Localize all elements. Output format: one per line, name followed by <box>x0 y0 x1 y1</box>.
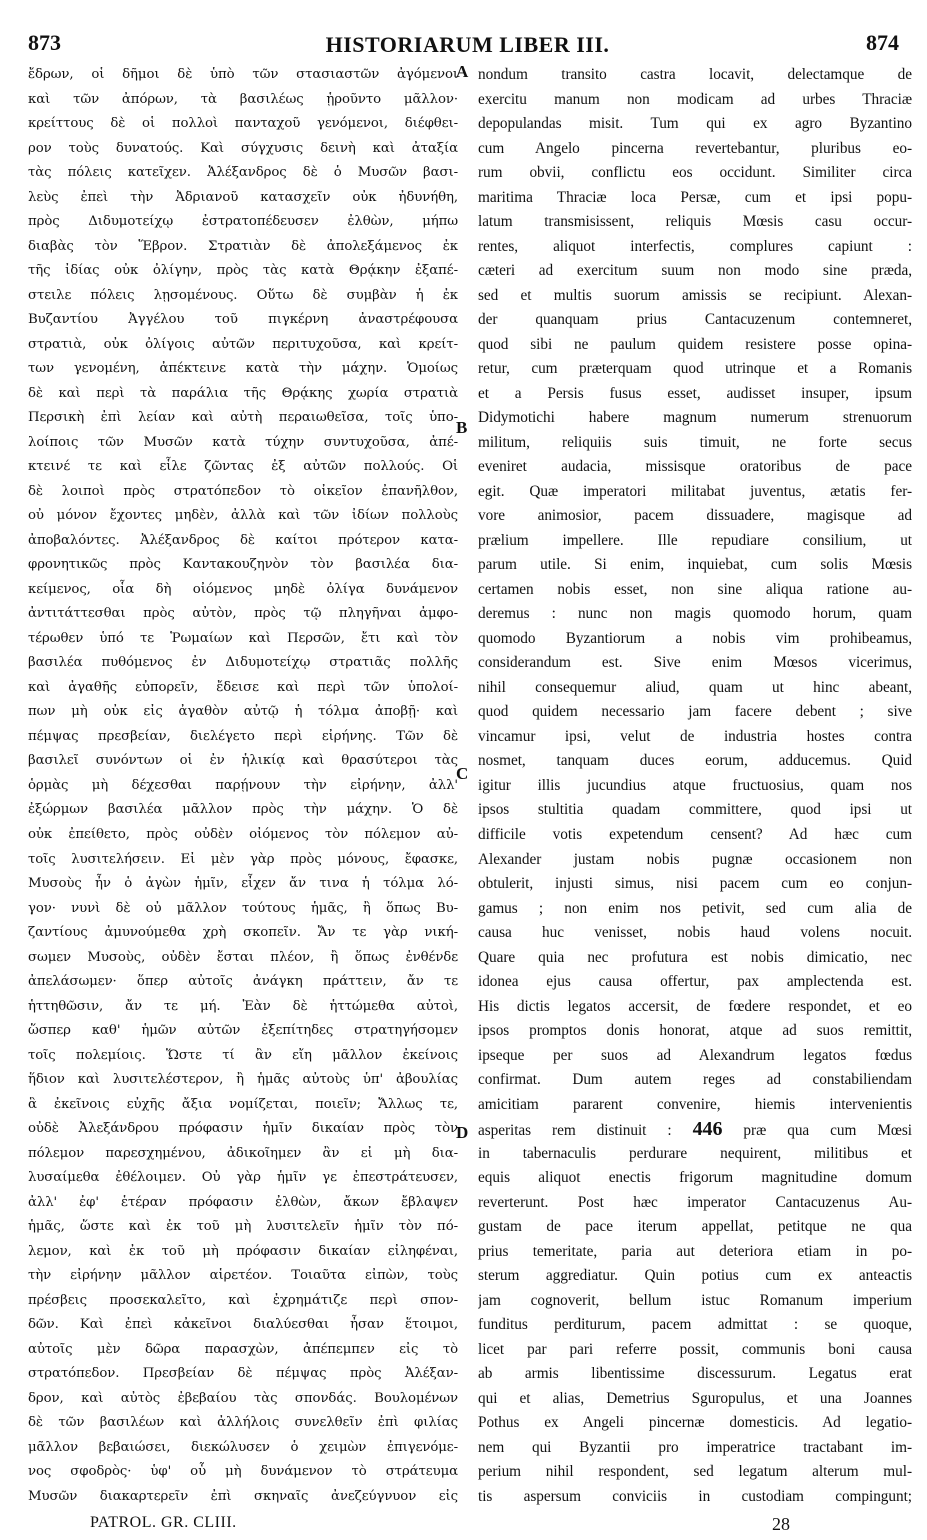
greek-text-line: των γενομένη, ἀπέκτεινε κατὰ τὴν μάχην. Ὁμοίως <box>28 361 458 377</box>
greek-text-line: πρέσβεις προσεκαλεῖτο, καὶ ἐχρημάτιζε περὶ σπον- <box>28 1292 458 1308</box>
latin-text-line: confirmat. Dum autem reges ad constabiliendam <box>478 1071 912 1089</box>
greek-text-line: βασιλεῖ συνόντων οἱ ἐν ἡλικίᾳ καὶ θρασύτεροι τὰς <box>28 753 458 769</box>
greek-text-line: κρείττους δὲ οἱ πολλοὶ πανταχοῦ γενόμενοι, διέφθει- <box>28 116 458 132</box>
latin-text-line: His dictis legatos accersit, de fœdere respondet, et eo <box>478 997 912 1015</box>
latin-text-line: latum transmisissent, reliquis Mœsis casu occur- <box>478 213 912 231</box>
greek-text-line: στρατιὰ, οὐκ ὀλίγοις αὐτῶν περιτυχοῦσα, καὶ κρείτ- <box>28 336 458 352</box>
greek-text-line: οὐ μόνον ἔχοντες μηδὲν, ἀλλὰ καὶ τῶν ἰδίων πολλοὺς <box>28 508 458 524</box>
greek-text-line: λεμον, καὶ ἐκ τοῦ μὴ πρόφασιν δικαίαν εἰληφέναι, <box>28 1243 458 1259</box>
latin-text-line: reverterunt. Post hæc imperator Cantacuzenus Au- <box>478 1193 912 1211</box>
page-number-left: 873 <box>28 30 61 55</box>
greek-text-line: καὶ τῶν ἀπόρων, τὰ βασιλέως ᾑροῦντο μᾶλλον· <box>28 91 458 107</box>
latin-text-line: rum obvii, conflictu eos occidunt. Similiter circa <box>478 164 912 182</box>
latin-text-line: Pothus ex Angeli pincernæ domesticis. Ad legatio- <box>478 1414 912 1432</box>
greek-text-line: τέρωθεν ὑπό τε Ῥωμαίων καὶ Περσῶν, ἔτι καὶ τὸν <box>28 630 458 646</box>
greek-text-line: πων μὴ οὐκ εἰς ἀγαθὸν αὐτῷ ἡ τόλμα ἀποβῇ· καὶ <box>28 704 458 720</box>
latin-text-line: quod sibi ne paulum quidem resistere posse opina- <box>478 335 912 353</box>
latin-text-line: militum, reliquiis suis timuit, ne forte secus <box>478 433 912 451</box>
inline-page-number: 446 <box>692 1118 723 1141</box>
latin-text-line: sterum aggrediatur. Quin potius cum ex anteactis <box>478 1267 912 1285</box>
gathering-number: 28 <box>772 1514 790 1534</box>
greek-text-line: ἃ ἐκεῖνοις εὐχῆς ἄξια νομίζεται, ποιεῖν; Ἄλλως τε, <box>28 1096 458 1112</box>
latin-text-line: cæteri ad exercitum suum non modo sine præda, <box>478 262 912 280</box>
greek-text-line: δὲ λοιποὶ πρὸς στρατόπεδον τὸ οἰκεῖον ἐπανῆλθον, <box>28 483 458 499</box>
greek-text-line: πρὸς Διδυμοτείχῳ ἐστρατοπέδευσεν ἐλθὼν, μήπω <box>28 214 458 230</box>
greek-text-line: τοῖς πολεμίοις. Ὥστε τί ἂν εἴη μᾶλλον ἐκείνοις <box>28 1047 458 1063</box>
greek-text-line: Μυσῶν διακαρτερεῖν ἐπὶ σκηναῖς ἀνεζεύγνυον εἰς <box>28 1488 458 1504</box>
latin-text-line: idonea ejus causa offertur, pax amplectenda est. <box>478 973 912 991</box>
greek-text-line: διαβὰς τὸν Ἕβρον. Στρατιὰν δὲ ἀπολεξάμενος ἐκ <box>28 238 458 254</box>
greek-text-line: στρατόπεδον. Πρεσβείαν δὲ πέμψας πρὸς Ἀλέξαν- <box>28 1366 458 1382</box>
section-marker-a: A <box>456 62 469 81</box>
greek-text-line: ἀπελάσωμεν· ὅπερ αὐτοῖς ἀνάγκη πράττειν, ἄν τε <box>28 974 458 990</box>
greek-text-line: ἥδιον καὶ λυσιτελέστερον, ἢ ἡμᾶς αὐτοὺς ὑπ' ἀβουλίας <box>28 1072 458 1088</box>
greek-text-line: ὥσπερ καθ' ἡμῶν αὐτῶν ἐξεπίτηδες στρατηγήσομεν <box>28 1023 458 1039</box>
page-number-right: 874 <box>866 30 899 55</box>
latin-text-line: considerandum est. Sive enim Mœsos vicerimus, <box>478 654 912 672</box>
latin-text-line: asperitas rem distinuit : 446 præ qua cum Mœsi <box>478 1118 912 1141</box>
greek-text-line: στειλε πόλεις λῃσομένους. Οὕτω δὲ συμβὰν ἡ ἐκ <box>28 287 458 303</box>
greek-text-line: καὶ ἀγαθῆς εὐπορεῖν, ἔδεισε καὶ περὶ τῶν ὑπολοί- <box>28 679 458 695</box>
greek-text-line: τοῖς λυσιτελήσειν. Εἰ μὲν γὰρ πρὸς μόνους, ἔφασκε, <box>28 851 458 867</box>
latin-text-column <box>478 62 912 1508</box>
greek-text-line: τὰς πόλεις κατεῖχεν. Ἀλέξανδρος δὲ ὁ Μυσῶν βασι- <box>28 165 458 181</box>
greek-text-line: ὁρμὰς μὴ δέχεσθαι παρῄνουν τὴν εἰρήνην, ἀλλ' <box>28 777 458 793</box>
latin-text-line: qui et alias, Demetrius Sguropulus, et una Joannes <box>478 1389 912 1407</box>
page-footer <box>28 1514 907 1536</box>
greek-text-line: νος σφοδρὸς· ὑφ' οὗ μὴ δυνάμενον τὸ στράτευμα <box>28 1464 458 1480</box>
greek-text-line: σωμεν Μυσοὺς, οὐδὲν ἔσται πλέον, ἢ ὅπως ἐνθένδε <box>28 949 458 965</box>
section-marker-c: C <box>456 764 469 783</box>
greek-text-line: Μυσοὺς ἦν ὁ ἀγὼν ἡμῖν, εἶχεν ἄν τινα ἡ τόλμα λό- <box>28 876 458 892</box>
section-marker-b: B <box>456 418 468 437</box>
latin-text-line: perium nihil respondent, sed legatum alterum mul- <box>478 1463 912 1481</box>
latin-text-line: jam cognoverit, bellum istuc Romanum imperium <box>478 1291 912 1309</box>
greek-text-line: τῆς ἰδίας οὐκ ὀλίγην, πρὸς τὰς κατὰ Θρᾴκην ἐξαπέ- <box>28 263 458 279</box>
greek-text-line: τὴν εἰρήνην μᾶλλον αἱρετέον. Τοιαῦτα εἰπὼν, τοὺς <box>28 1268 458 1284</box>
latin-text-line: gamus ; non enim nos petivit, sed cum alia de <box>478 899 912 917</box>
latin-text-line: nondum transito castra locavit, delectamque de <box>478 66 912 83</box>
running-title: HISTORIARUM LIBER III. <box>325 32 610 57</box>
greek-text-line: κείμενος, οἷα δὴ οἰόμενος μηδὲ ὀλίγα δυνάμενον <box>28 581 458 597</box>
latin-text-line: ab armis libentissime discessurum. Legatus erat <box>478 1365 912 1383</box>
latin-text-line: difficile votis expetendum censent? Ad hæc cum <box>478 825 912 843</box>
latin-text-line: vincamur ipsi, velut de industria hostes contra <box>478 727 912 745</box>
greek-text-line: λυσαίμεθα ἐθέλοιμεν. Οὐ γὰρ ἡμῖν γε ἐπεστράτευσεν, <box>28 1170 458 1186</box>
latin-text-line: Didymotichi habere magnum numerum strenuorum <box>478 409 912 427</box>
greek-text-line: οὐδὲ Ἀλεξάνδρου πρόφασιν ἡμῖν δικαίαν πρὸς τὸν <box>28 1121 458 1137</box>
greek-text-line: ἡμᾶς, ὥστε καὶ ἐκ τοῦ μὴ λυσιτελεῖν ἡμῖν τὸν πό- <box>28 1219 458 1235</box>
greek-text-line: αὐτοῖς μὲν δῶρα παρασχὼν, ἀπέπεμπεν εἰς τὸ <box>28 1341 458 1357</box>
latin-text-line: gustam de pace iterum appellat, petitque ne qua <box>478 1218 912 1236</box>
latin-text-line: causa huc venisset, nobis haud volens nocuit. <box>478 924 912 942</box>
greek-text-line: δὲ τῶν βασιλέων καὶ ἀλλήλοις συνελθεῖν ἐπὶ φιλίας <box>28 1415 458 1431</box>
latin-text-line: retur, cum præterquam quod utrinque et a Romanis <box>478 360 912 378</box>
latin-text-line: nem qui Byzantii pro imperatrice tractabant im- <box>478 1438 912 1456</box>
greek-text-line: κτεινέ τε καὶ εἷλε ζῶντας ἐξ αὐτῶν πολλούς. Οἱ <box>28 459 458 475</box>
greek-text-line: φρονητικῶς πρὸς Καντακουζηνὸν τὸν βασιλέα δια- <box>28 557 458 573</box>
latin-text-line: egit. Quæ imperatori militabat juventus, ætatis fer- <box>478 482 912 500</box>
latin-text-line: vore animosior, pacem dissuadere, magisque ad <box>478 507 912 525</box>
greek-text-line: Βυζαντίου Ἀγγέλου τοῦ πιγκέρνη ἀναστρέφουσα <box>28 312 458 328</box>
latin-text-line: in tabernaculis perdurare nequirent, militibus et <box>478 1144 912 1162</box>
latin-text-line: tis aspersum conviciis in custodiam compingunt; <box>478 1487 912 1505</box>
greek-text-line: ἀντιτάττεσθαι πρὸς αὐτὸν, πρὸς τῷ πληγῆναι ἀμφο- <box>28 606 458 622</box>
greek-text-column <box>28 62 458 1508</box>
greek-text-line: δὲ καὶ περὶ τὰ παράλια τῆς Θρᾴκης χωρία στρατιὰ <box>28 385 458 401</box>
greek-text-line: ἔδρων, οἱ δῆμοι δὲ ὑπὸ τῶν στασιαστῶν ἀγόμενοι <box>28 67 458 82</box>
latin-text-line: licet par pari referre possit, communis boni causa <box>478 1340 912 1358</box>
latin-text-line: Alexander justam nobis pugnæ occasionem non <box>478 850 912 868</box>
greek-text-line: πόλεμον παρεσχημένου, ἀδικοῖημεν ἂν εἰ μὴ δια- <box>28 1145 458 1161</box>
latin-text-line: ipseque per suos ad Alexandrum legatos fœdus <box>478 1046 912 1064</box>
latin-text-line: exercitu manum non modicam ad urbes Thraciæ <box>478 90 912 108</box>
latin-text-line: maritima Thraciæ loca Persæ, cum et ipsi popu- <box>478 188 912 206</box>
latin-text-line: ipsos stultitia quadam committere, quod ipsi ut <box>478 801 912 819</box>
latin-text-line: eveniret audacia, missisque oratoribus de pace <box>478 458 912 476</box>
greek-text-line: οὐκ ἐπείθετο, πρὸς οὐδὲν οἰόμενος τὸν πόλεμον αὐ- <box>28 826 458 842</box>
greek-text-line: ζαντίους ἀμυνούμεθα χρὴ σκοπεῖν. Ἄν τε γὰρ νική- <box>28 925 458 941</box>
greek-text-line: ἐξώρμων βασιλέα μᾶλλον πρὸς τὴν μάχην. Ὁ δὲ <box>28 802 458 818</box>
greek-text-line: ἀλλ' ἐφ' ἑτέραν πρόφασιν ἐλθὼν, ἄκων ἔβλαψεν <box>28 1194 458 1210</box>
greek-text-line: πέμψας πρεσβείαν, διελέγετο περὶ εἰρήνης. Τῶν δὲ <box>28 728 458 744</box>
latin-text-line: obtulerit, injusti simus, nisi pacem cum eo conjun- <box>478 875 912 893</box>
greek-text-line: ἡττηθῶσιν, ἄν τε μή. Ἐὰν δὲ ἡττώμεθα αὐτοὶ, <box>28 998 458 1014</box>
latin-text-line: Quare quia nec profutura est nobis dimicatio, nec <box>478 948 912 966</box>
greek-text-line: Περσικὴ ἐπὶ λείαν καὶ αὐτὴ περαιωθεῖσα, τοῖς ὑπο- <box>28 410 458 426</box>
latin-text-line: nihil consequemur aliud, quam ut hinc abeant, <box>478 678 912 696</box>
latin-text-line: cum Angelo pincerna revertebantur, pluribus eo- <box>478 139 912 157</box>
greek-text-line: ρον τοὺς δυνατούς. Καὶ σύγχυσις δεινὴ καὶ ἀταξία <box>28 140 458 156</box>
latin-text-line: sed et multis suorum amissis se recipiunt. Alexan- <box>478 286 912 304</box>
latin-text-line: igitur illis jucundius atque fructuosius, quam nos <box>478 776 912 794</box>
latin-text-line: parum utile. Si enim, inquiebat, cum solis Mœsis <box>478 556 912 574</box>
latin-text-line: prius temeritate, paria aut deteriora etiam in po- <box>478 1242 912 1260</box>
latin-text-line: amicitiam pararent convenire, hiemis intervenientis <box>478 1095 912 1113</box>
greek-text-line: γον· νυνὶ δὲ οὐ μᾶλλον τούτους ἡμᾶς, ἢ ὅπως Βυ- <box>28 900 458 916</box>
greek-text-line: δρον, καὶ αὐτὸς ἐβεβαίου τὰς σπονδάς. Βουλομένων <box>28 1390 458 1406</box>
latin-text-line: deremus : nunc non magis quomodo horum, quam <box>478 605 912 623</box>
latin-text-line: rentes, aliquot interfectis, complures capiunt : <box>478 237 912 255</box>
latin-text-line: funditus perditurum, pacem admittat : se quoque, <box>478 1316 912 1334</box>
running-header <box>28 30 907 58</box>
latin-text-line: quomodo Byzantiorum a nobis vim prohibeamus, <box>478 629 912 647</box>
latin-text-line: prælium impellere. Ille repudiare consilium, ut <box>478 531 912 549</box>
latin-text-line: depopulandas misit. Tum qui ex agro Byzantino <box>478 115 912 133</box>
latin-text-line: certamen nobis esset, non sine aliqua ratione au- <box>478 580 912 598</box>
signature-mark: PATROL. GR. CLIII. <box>90 1514 237 1531</box>
latin-text-line: equis aliquot enectis frigorum magnitudine domum <box>478 1169 912 1187</box>
section-marker-d: D <box>456 1123 469 1142</box>
latin-text-line: nosmet, tanquam duces eorum, adducemus. Quid <box>478 752 912 770</box>
greek-text-line: μᾶλλον βεβαιώσει, διεκώλυσεν ὁ χειμὼν ἐπιγενόμε- <box>28 1439 458 1455</box>
greek-text-line: ἀποβαλόντες. Ἀλέξανδρος δὲ καίτοι πρότερον κατα- <box>28 532 458 548</box>
greek-text-line: βασιλέα πυθόμενος ἐν Διδυμοτείχῳ στρατιᾶς πολλῆς <box>28 655 458 671</box>
latin-text-line: ipsos promptos donis honorat, atque ad suos remittit, <box>478 1022 912 1040</box>
greek-text-line: λεὺς ἐπεὶ τὴν Ἀδριανοῦ κατασχεῖν οὐκ ἠδυνήθη, <box>28 189 458 205</box>
greek-text-line: λοίποις τῶν Μυσῶν κατὰ τύχην συντυχοῦσα, ἀπέ- <box>28 434 458 450</box>
latin-text-line: quod quidem necessario jam facere debent ; sive <box>478 703 912 721</box>
latin-text-line: et a Persis fusus esset, audisset insuper, ipsum <box>478 384 912 402</box>
latin-text-line: der quanquam prius Cantacuzenum contemneret, <box>478 311 912 329</box>
greek-text-line: δῶν. Καὶ ἐπεὶ κἀκεῖνοι διαλύεσθαι ἦσαν ἕτοιμοι, <box>28 1317 458 1333</box>
